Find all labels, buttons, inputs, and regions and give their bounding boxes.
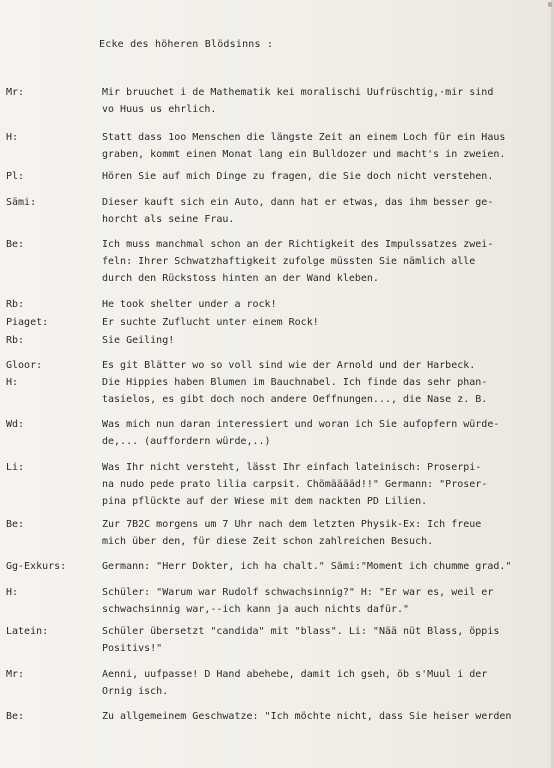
text-line: horcht als seine Frau. <box>102 214 235 225</box>
speaker-label: H: <box>6 132 19 143</box>
entry-text <box>102 357 552 374</box>
entry-text <box>102 314 552 331</box>
entry-text <box>102 558 552 575</box>
entry-text <box>102 666 552 700</box>
speaker-label: Be: <box>6 519 25 530</box>
text-line: Hören Sie auf mich Dinge zu fragen, die Sie doch nicht verstehen. <box>102 171 494 182</box>
text-line: Ich muss manchmal schon an der Richtigkeit des Impulssatzes zwei- <box>102 239 494 250</box>
entry-text <box>102 374 552 408</box>
entry-text <box>102 708 552 725</box>
speaker-label: H: <box>6 377 19 388</box>
speaker-label: Li: <box>6 462 25 473</box>
text-line: schwachsinnig war,--ich kann ja auch nichts dafür." <box>102 604 410 615</box>
text-line: Er suchte Zuflucht unter einem Rock! <box>102 317 319 328</box>
text-line: vo Huus us ehrlich. <box>102 104 217 115</box>
text-line: Ornig isch. <box>102 686 169 697</box>
entry-text <box>102 459 552 510</box>
speaker-label: Sämi: <box>6 197 37 208</box>
text-line: Dieser kauft sich ein Auto, dann hat er etwas, das ihm besser ge- <box>102 197 494 208</box>
entry-text <box>102 194 552 228</box>
text-line: mich über den, für diese Zeit schon zahlreichen Besuch. <box>102 536 434 547</box>
speaker-label: Pl: <box>6 171 25 182</box>
entry-text <box>102 129 552 163</box>
text-line: Zu allgemeinem Geschwatze: "Ich möchte nicht, dass Sie heiser werden <box>102 711 512 722</box>
text-line: feln: Ihrer Schwatzhaftigkeit zufolge müssten Sie nämlich alle <box>102 256 476 267</box>
speaker-label: Rb: <box>6 335 25 346</box>
entry-text <box>102 332 552 349</box>
page-title: Ecke des höheren Blödsinns : <box>99 39 274 50</box>
text-line: Zur 7B2C morgens um 7 Uhr nach dem letzten Physik-Ex: Ich freue <box>102 519 482 530</box>
text-line: Schüler übersetzt "candida" mit "blass". Li: "Nää nüt Blass, öppis <box>102 626 500 637</box>
text-line: Statt dass 1oo Menschen die längste Zeit an einem Loch für ein Haus <box>102 132 506 143</box>
entry-text <box>102 168 552 185</box>
text-line: Sie Geiling! <box>102 335 175 346</box>
speaker-label: Wd: <box>6 419 25 430</box>
entry-text <box>102 623 552 657</box>
entry-text <box>102 84 552 118</box>
corner-mark <box>548 2 552 7</box>
speaker-label: Gg-Exkurs: <box>6 561 67 572</box>
text-line: durch den Rückstoss hinten an der Wand kleben. <box>102 273 379 284</box>
text-line: pina pflückte auf der Wiese mit dem nackten PD Lilien. <box>102 496 428 507</box>
text-line: Was Ihr nicht versteht, lässt Ihr einfach lateinisch: Proserpi- <box>102 462 482 473</box>
text-line: graben, kommt einen Monat lang ein Bulldozer und macht's in zweien. <box>102 149 506 160</box>
text-line: Mir bruuchet i de Mathematik kei moralischi Uufrüschtig,·mir sind <box>102 87 494 98</box>
speaker-label: Rb: <box>6 299 25 310</box>
speaker-label: Latein: <box>6 626 49 637</box>
text-line: tasielos, es gibt doch noch andere Oeffnungen..., die Nase z. B. <box>102 394 488 405</box>
text-line: na nudo pede prato lilia carpsit. Chömääääd!!" Germann: "Proser- <box>102 479 488 490</box>
text-line: Was mich nun daran interessiert und woran ich Sie aufopfern würde- <box>102 419 500 430</box>
speaker-label: H: <box>6 587 19 598</box>
entry-text <box>102 416 552 450</box>
text-line: Aenni, uufpasse! D Hand abehebe, damit ich gseh, öb s'Muul i der <box>102 669 488 680</box>
speaker-label: Be: <box>6 239 25 250</box>
text-line: Germann: "Herr Dokter, ich ha chalt." Sämi:"Moment ich chumme grad." <box>102 561 512 572</box>
entry-text <box>102 236 552 287</box>
text-line: Es git Blätter wo so voll sind wie der Arnold und der Harbeck. <box>102 360 476 371</box>
speaker-label: Be: <box>6 711 25 722</box>
speaker-label: Mr: <box>6 669 25 680</box>
text-line: Positivs!" <box>102 643 163 654</box>
speaker-label: Piaget: <box>6 317 49 328</box>
speaker-label: Gloor: <box>6 360 43 371</box>
text-line: Schüler: "Warum war Rudolf schwachsinnig?" H: "Er war es, weil er <box>102 587 494 598</box>
entry-text <box>102 584 552 618</box>
entry-text <box>102 296 552 313</box>
text-line: He took shelter under a rock! <box>102 299 277 310</box>
text-line: de,... (auffordern würde,..) <box>102 436 271 447</box>
speaker-label: Mr: <box>6 87 25 98</box>
text-line: Die Hippies haben Blumen im Bauchnabel. Ich finde das sehr phan- <box>102 377 488 388</box>
entry-text <box>102 516 552 550</box>
